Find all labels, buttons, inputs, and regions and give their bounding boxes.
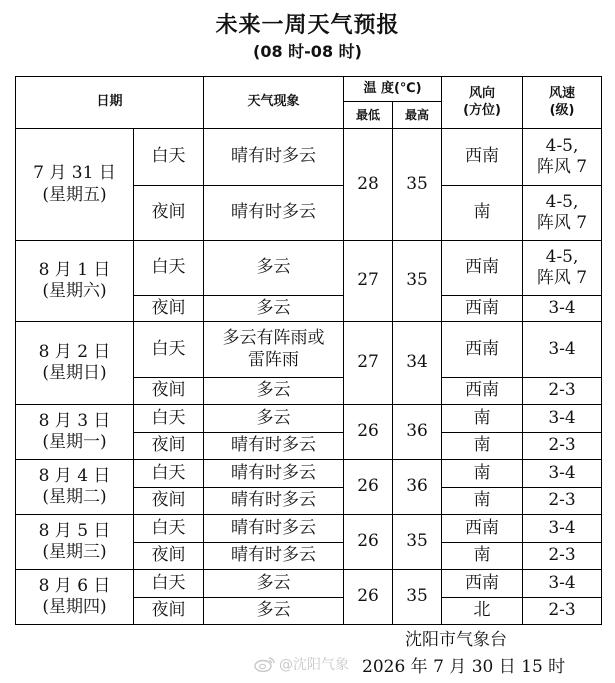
date-cell: [16, 460, 134, 515]
forecast-row-day: [16, 129, 602, 186]
page-title: 未来一周天气预报: [215, 13, 400, 38]
footer-datetime: 2026 年 7 月 30 日 15 时: [362, 657, 566, 677]
temp-max: 35: [393, 570, 442, 625]
wind-direction: 西南: [442, 515, 523, 543]
forecast-table: [15, 76, 602, 625]
weather-cell: 晴有时多云: [204, 186, 344, 241]
wind-direction: 西南: [442, 296, 523, 322]
period-label: 夜间: [134, 296, 204, 322]
date-cell: [16, 405, 134, 460]
period-label: 夜间: [134, 488, 204, 515]
header-temp: 温 度(℃): [344, 77, 442, 102]
wind-direction: 西南: [442, 322, 523, 378]
weekday-text: (星期四): [42, 597, 107, 617]
period-label: 夜间: [134, 186, 204, 241]
wind-direction: 南: [442, 405, 523, 433]
wind-direction: 南: [442, 433, 523, 460]
header-wind-speed-line2: (级): [549, 102, 575, 118]
period-label: 白天: [134, 241, 204, 296]
date-cell: [16, 515, 134, 570]
temp-max: 35: [393, 129, 442, 241]
temp-min: 26: [344, 460, 393, 515]
date-text: 8 月 3 日: [38, 410, 111, 431]
header-wind-speed: [523, 77, 602, 129]
temp-max: 34: [393, 322, 442, 405]
header-weather: 天气现象: [204, 77, 344, 129]
weather-cell: 多云: [204, 598, 344, 625]
wind-speed: 3-4: [523, 322, 602, 378]
wind-speed: 3-4: [523, 515, 602, 543]
temp-max: 36: [393, 460, 442, 515]
weibo-icon: [254, 656, 276, 672]
wind-direction: 南: [442, 488, 523, 515]
wind-direction: 北: [442, 598, 523, 625]
period-label: 白天: [134, 405, 204, 433]
wind-speed: 2-3: [523, 543, 602, 570]
wind-direction: 西南: [442, 129, 523, 186]
header-wind-direction: [442, 77, 523, 129]
forecast-row-day: [16, 460, 602, 488]
date-text: 8 月 2 日: [38, 341, 111, 362]
date-cell: [16, 322, 134, 405]
temp-max: 35: [393, 241, 442, 322]
wind-speed: 4-5, 阵风 7: [523, 129, 602, 186]
date-text: 7 月 31 日: [33, 163, 116, 184]
wind-speed: 4-5, 阵风 7: [523, 241, 602, 296]
temp-max: 36: [393, 405, 442, 460]
weekday-text: (星期六): [42, 281, 107, 301]
forecast-row-day: [16, 515, 602, 543]
weather-cell: 多云有阵雨或 雷阵雨: [204, 322, 344, 378]
weather-cell: 多云: [204, 378, 344, 405]
temp-min: 26: [344, 570, 393, 625]
wind-direction: 南: [442, 186, 523, 241]
weekday-text: (星期二): [42, 487, 107, 507]
weather-cell: 晴有时多云: [204, 433, 344, 460]
period-label: 白天: [134, 322, 204, 378]
period-label: 夜间: [134, 378, 204, 405]
weather-cell: 多云: [204, 296, 344, 322]
wind-speed: 3-4: [523, 296, 602, 322]
weekday-text: (星期五): [42, 184, 107, 205]
header-wind-direction-line1: 风向: [469, 86, 496, 102]
wind-direction: 西南: [442, 378, 523, 405]
wind-speed: 2-3: [523, 598, 602, 625]
wind-direction: 西南: [442, 570, 523, 598]
weather-cell: 晴有时多云: [204, 515, 344, 543]
page-subtitle: (08 时-08 时): [253, 42, 362, 61]
wind-direction: 西南: [442, 241, 523, 296]
wind-speed: 3-4: [523, 405, 602, 433]
date-cell: [16, 129, 134, 241]
wind-speed: 4-5, 阵风 7: [523, 186, 602, 241]
weekday-text: (星期日): [42, 363, 107, 383]
weather-cell: 晴有时多云: [204, 488, 344, 515]
weather-cell: 晴有时多云: [204, 129, 344, 186]
weekday-text: (星期一): [42, 432, 107, 452]
temp-min: 27: [344, 241, 393, 322]
wind-direction: 南: [442, 543, 523, 570]
wind-speed: 2-3: [523, 488, 602, 515]
period-label: 白天: [134, 129, 204, 186]
weather-cell: 多云: [204, 570, 344, 598]
wind-speed: 3-4: [523, 570, 602, 598]
temp-min: 26: [344, 405, 393, 460]
period-label: 夜间: [134, 433, 204, 460]
header-wind-direction-line2: (方位): [463, 102, 501, 118]
temp-min: 28: [344, 129, 393, 241]
forecast-row-day: [16, 570, 602, 598]
period-label: 白天: [134, 570, 204, 598]
wind-speed: 2-3: [523, 378, 602, 405]
forecast-row-day: [16, 405, 602, 433]
date-text: 8 月 6 日: [38, 575, 111, 596]
date-text: 8 月 4 日: [38, 465, 111, 486]
header-date: 日期: [16, 77, 204, 129]
wind-speed: 3-4: [523, 460, 602, 488]
header-wind-speed-line1: 风速: [549, 86, 576, 102]
forecast-row-day: [16, 322, 602, 378]
temp-min: 26: [344, 515, 393, 570]
forecast-row-day: [16, 241, 602, 296]
date-cell: [16, 241, 134, 322]
wind-speed: 2-3: [523, 433, 602, 460]
date-text: 8 月 5 日: [38, 520, 111, 541]
weather-cell: 晴有时多云: [204, 460, 344, 488]
weibo-watermark: [254, 654, 349, 674]
footer-organization: 沈阳市气象台: [405, 630, 507, 650]
weather-cell: 晴有时多云: [204, 543, 344, 570]
period-label: 白天: [134, 460, 204, 488]
period-label: 夜间: [134, 543, 204, 570]
date-text: 8 月 1 日: [38, 259, 111, 280]
temp-min: 27: [344, 322, 393, 405]
weekday-text: (星期三): [42, 542, 107, 562]
wind-direction: 南: [442, 460, 523, 488]
date-cell: [16, 570, 134, 625]
weather-cell: 多云: [204, 241, 344, 296]
header-temp-min: 最低: [344, 102, 393, 129]
watermark-text: @沈阳气象: [279, 657, 349, 673]
temp-max: 35: [393, 515, 442, 570]
period-label: 白天: [134, 515, 204, 543]
header-temp-max: 最高: [393, 102, 442, 129]
period-label: 夜间: [134, 598, 204, 625]
weather-cell: 多云: [204, 405, 344, 433]
